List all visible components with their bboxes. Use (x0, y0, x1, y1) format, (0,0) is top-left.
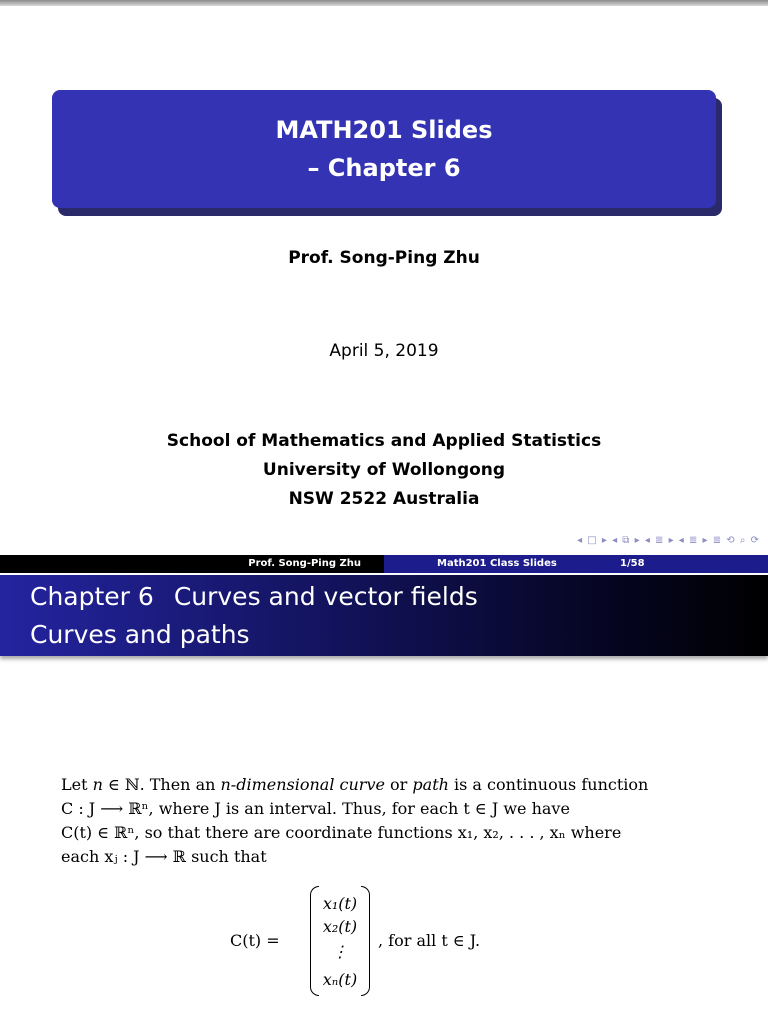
para-line-1 (61, 773, 721, 797)
frame-subtitle: Curves and paths (30, 620, 250, 649)
text-run: ∈ ℕ. Then an (102, 775, 221, 794)
footer-short-title: Math201 Class Slides (437, 558, 557, 569)
author-name: Prof. Song-Ping Zhu (288, 248, 480, 268)
text-run: Let (61, 775, 93, 794)
title-box (52, 90, 716, 208)
footer-right (384, 555, 768, 573)
vector-entry-1: x₁(t) (322, 894, 358, 913)
footer-author: Prof. Song-Ping Zhu (248, 558, 361, 569)
para-line-3: C(t) ∈ ℝⁿ, so that there are coordinate functions x₁, x₂, . . . , xₙ where (61, 823, 622, 842)
frame-title-chapter: Chapter 6 (30, 582, 154, 611)
institute-line-3: NSW 2522 Australia (288, 489, 480, 509)
title-line-1: MATH201 Slides (275, 116, 493, 144)
text-run: is a continuous function (448, 775, 649, 794)
vector-entry-2: x₂(t) (322, 917, 358, 936)
beamer-navigation-icons[interactable]: ◂ □ ▸ ◂ ⧉ ▸ ◂ ≣ ▸ ◂ ≣ ▸ ≣ ⟲ ⌕ ⟳ (577, 535, 760, 546)
emphasis-term: path (412, 775, 449, 794)
frame-title-bar (0, 575, 768, 656)
slide-footer (0, 555, 768, 573)
column-vector (310, 886, 370, 996)
frame-title (0, 578, 768, 616)
institute (0, 427, 768, 514)
para-line-4: each xⱼ : J ⟶ ℝ such that (61, 847, 267, 866)
vector-entry-dots: ⋮ (332, 942, 348, 961)
definition-paragraph (61, 773, 721, 869)
presentation-date: April 5, 2019 (329, 341, 439, 361)
footer-page-number: 1/58 (620, 558, 645, 569)
text-run: or (384, 775, 413, 794)
para-line-2: C : J ⟶ ℝⁿ, where J is an interval. Thus, for each t ∈ J we have (61, 799, 570, 818)
frame-title-text: Curves and vector fields (173, 582, 478, 611)
equation-rhs: , for all t ∈ J. (378, 931, 481, 950)
emphasis-term: n-dimensional curve (220, 775, 385, 794)
top-edge (0, 0, 768, 6)
institute-line-2: University of Wollongong (262, 460, 506, 480)
title-line-2: – Chapter 6 (307, 154, 461, 182)
vector-entry-n: xₙ(t) (322, 970, 358, 989)
institute-line-1: School of Mathematics and Applied Statistics (166, 431, 602, 451)
footer-left (0, 555, 384, 573)
math-n: n (92, 775, 103, 794)
equation-lhs: C(t) = (230, 931, 280, 950)
